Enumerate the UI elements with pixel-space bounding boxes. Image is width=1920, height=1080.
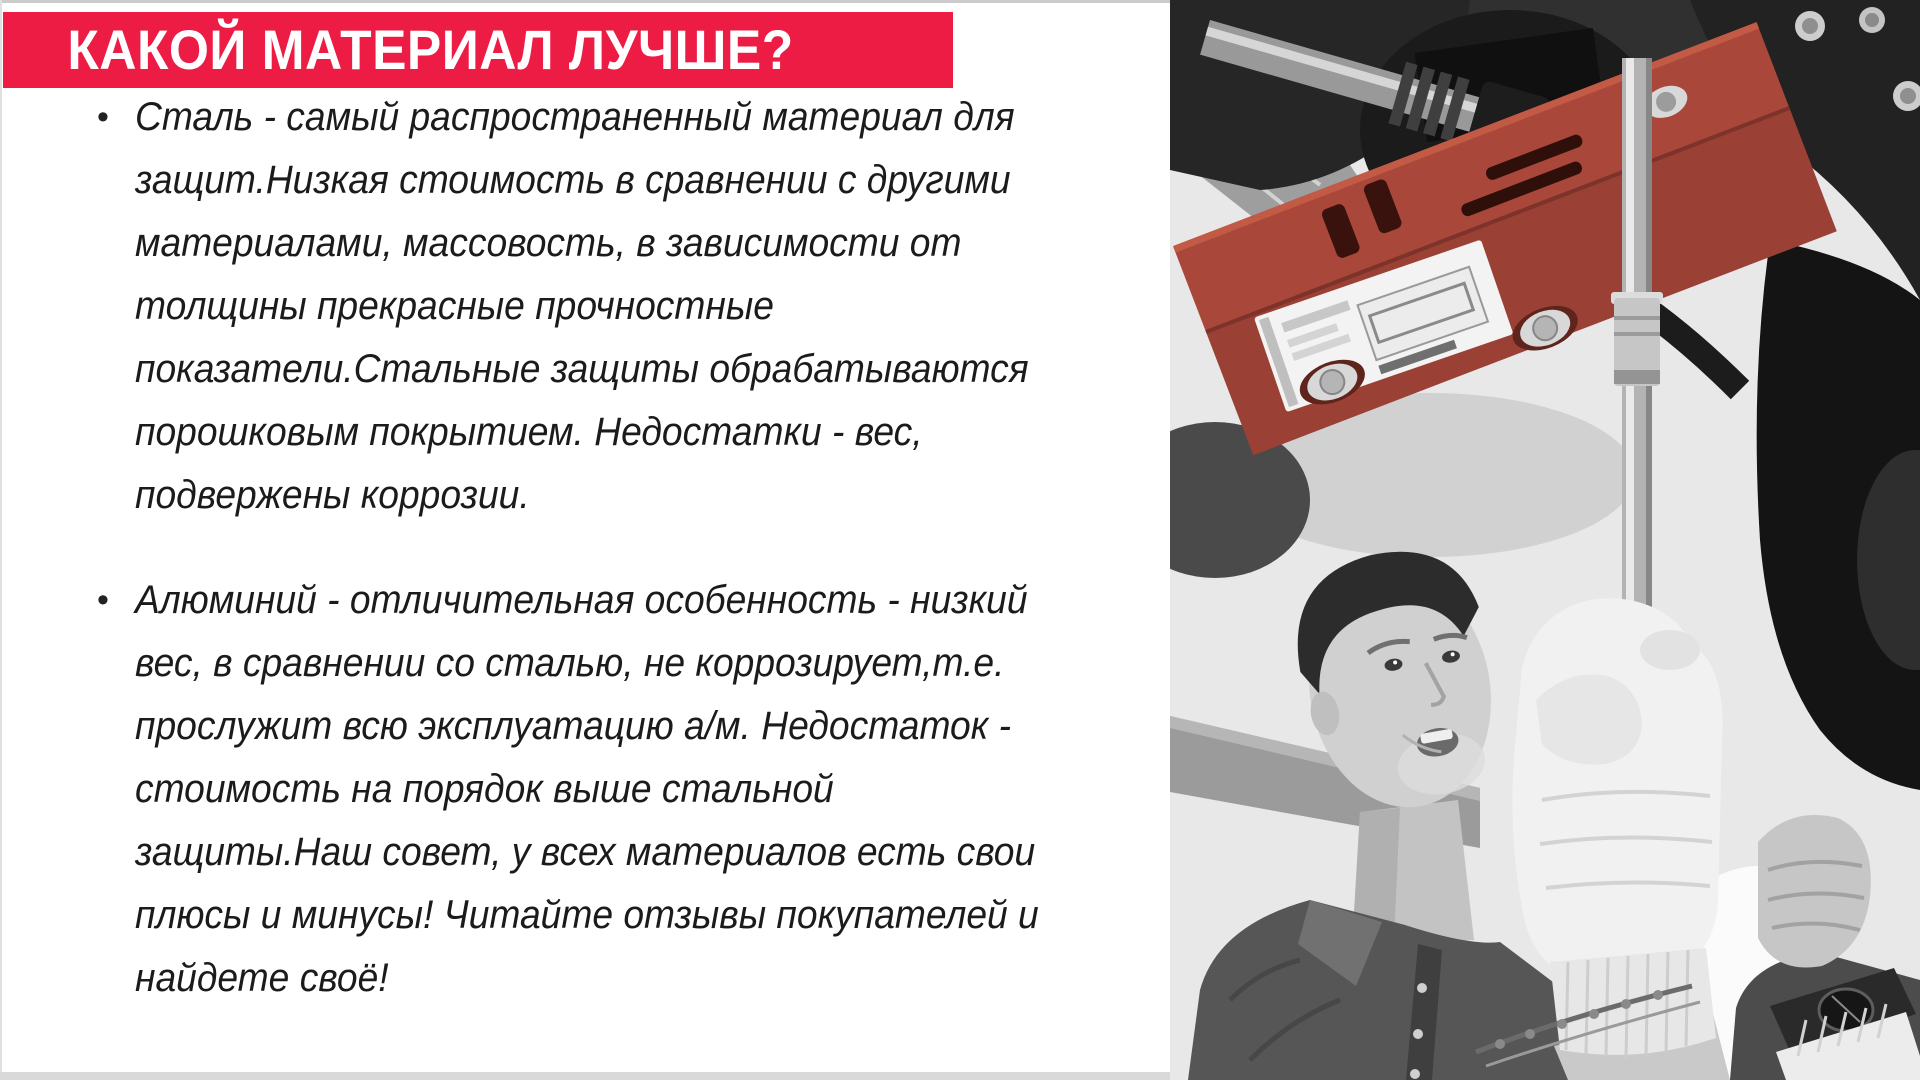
- text-line: защит.Низкая стоимость в сравнении с другими: [135, 158, 1011, 202]
- text-line: толщины прекрасные прочностные: [135, 284, 774, 328]
- text-line: защиты.Наш совет, у всех материалов есть свои: [135, 830, 1036, 874]
- slide-bottom-border: [0, 1072, 1170, 1080]
- bullet-aluminium-text: [135, 569, 1167, 1010]
- bullet-list: [57, 86, 1167, 1010]
- bullet-steel: [57, 86, 1167, 527]
- button: [1413, 1029, 1423, 1039]
- thumb: [1536, 674, 1642, 764]
- button: [1417, 983, 1427, 993]
- text-line: показатели.Стальные защиты обрабатываются: [135, 347, 1029, 391]
- title-banner: [3, 12, 953, 88]
- text-line: прослужит всю эксплуатацию а/м. Недостаток -: [135, 704, 1012, 748]
- mechanic-photo: [1170, 0, 1920, 1080]
- bullet-aluminium: [57, 569, 1167, 1010]
- slide-left-border: [0, 0, 2, 1072]
- text-line: подвержены коррозии.: [135, 473, 530, 517]
- bullet-steel-text: [135, 86, 1167, 527]
- text-line: вес, в сравнении со сталью, не коррозирует,т.е.: [135, 641, 1005, 685]
- text-line: плюсы и минусы! Читайте отзывы покупателей и: [135, 893, 1039, 937]
- underbody-photo-illustration: [1170, 0, 1920, 1080]
- text-line: Сталь - самый распространенный материал для: [135, 95, 1015, 139]
- slide-top-border: [0, 0, 1170, 3]
- bullet-dot: •: [97, 581, 109, 619]
- text-line: материалами, массовость, в зависимости от: [135, 221, 962, 265]
- text-line: Алюминий - отличительная особенность - низкий: [135, 578, 1028, 622]
- text-line: найдете своё!: [135, 956, 389, 1000]
- text-line: стоимость на порядок выше стальной: [135, 767, 834, 811]
- bullet-dot: •: [97, 98, 109, 136]
- button: [1410, 1069, 1420, 1079]
- text-line: порошковым покрытием. Недостатки - вес,: [135, 410, 923, 454]
- page-title: КАКОЙ МАТЕРИАЛ ЛУЧШЕ?: [67, 18, 794, 81]
